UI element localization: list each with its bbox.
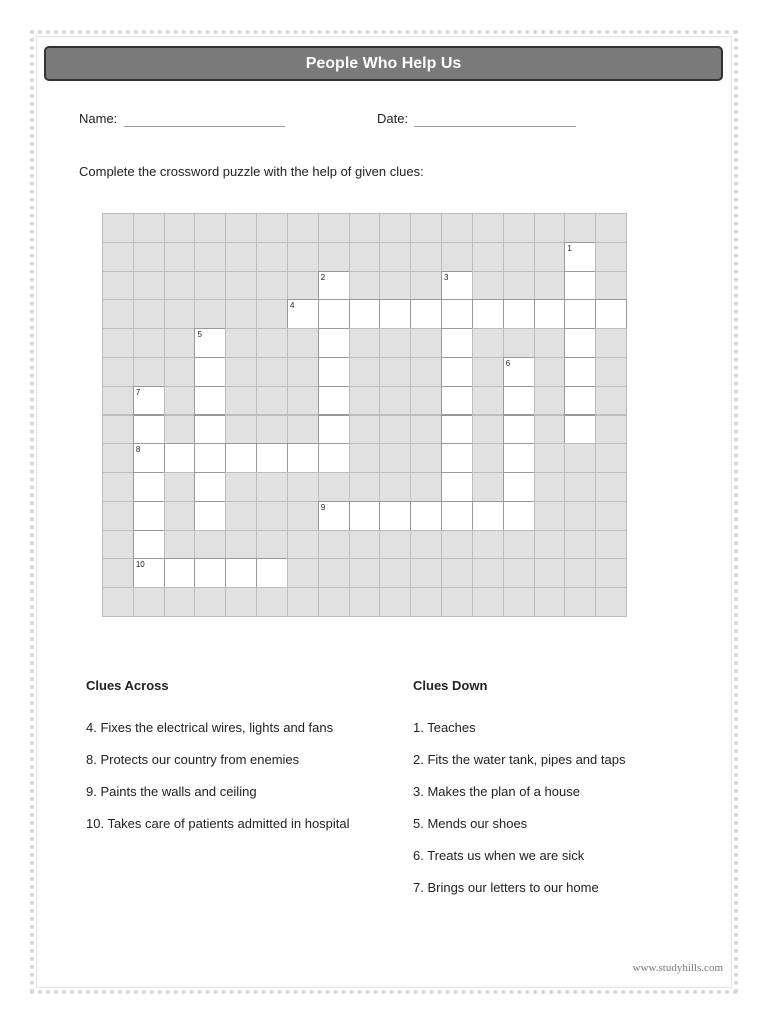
crossword-block: [349, 472, 381, 502]
instructions: Complete the crossword puzzle with the help of given clues:: [79, 164, 424, 179]
crossword-block: [256, 213, 288, 243]
crossword-block: [287, 357, 319, 387]
crossword-block: [410, 357, 442, 387]
crossword-block: [379, 328, 411, 358]
clue-number: 7: [135, 387, 141, 397]
crossword-block: [503, 530, 535, 560]
crossword-block: [472, 357, 504, 387]
crossword-block: [503, 242, 535, 272]
name-label: Name:: [79, 111, 118, 126]
crossword-cell[interactable]: [503, 472, 535, 502]
crossword-block: [379, 415, 411, 445]
crossword-block: [225, 386, 257, 416]
crossword-cell[interactable]: [194, 472, 226, 502]
crossword-cell[interactable]: [133, 558, 165, 588]
crossword-block: [102, 271, 134, 301]
clues-down-heading: Clues Down: [413, 678, 488, 693]
crossword-block: [164, 299, 196, 329]
crossword-block: [472, 213, 504, 243]
crossword-block: [503, 328, 535, 358]
crossword-cell[interactable]: [441, 415, 473, 445]
crossword-block: [164, 386, 196, 416]
crossword-block: [133, 271, 165, 301]
crossword-cell[interactable]: [318, 415, 350, 445]
crossword-block: [595, 386, 627, 416]
crossword-block: [472, 271, 504, 301]
name-field[interactable]: [124, 126, 285, 127]
crossword-cell[interactable]: [595, 299, 627, 329]
crossword-block: [441, 558, 473, 588]
crossword-block: [472, 472, 504, 502]
crossword-block: [256, 386, 288, 416]
crossword-block: [102, 213, 134, 243]
crossword-block: [534, 213, 566, 243]
crossword-block: [595, 271, 627, 301]
crossword-cell[interactable]: [318, 357, 350, 387]
clue-number: 9: [320, 502, 326, 512]
crossword-block: [410, 415, 442, 445]
crossword-block: [349, 530, 381, 560]
clue-across-item: 8. Protects our country from enemies: [86, 752, 300, 767]
crossword-cell[interactable]: [379, 501, 411, 531]
crossword-cell[interactable]: [503, 501, 535, 531]
crossword-block: [318, 530, 350, 560]
crossword-block: [564, 558, 596, 588]
crossword-cell[interactable]: [410, 501, 442, 531]
crossword-cell[interactable]: [503, 386, 535, 416]
crossword-cell[interactable]: [441, 271, 473, 301]
crossword-block: [349, 213, 381, 243]
crossword-block: [379, 386, 411, 416]
crossword-block: [534, 443, 566, 473]
date-label: Date:: [377, 111, 409, 126]
crossword-cell[interactable]: [225, 443, 257, 473]
crossword-block: [379, 558, 411, 588]
crossword-block: [534, 386, 566, 416]
footer-website: www.studyhills.com: [632, 962, 723, 974]
crossword-block: [441, 530, 473, 560]
crossword-block: [410, 328, 442, 358]
crossword-block: [225, 271, 257, 301]
crossword-block: [595, 242, 627, 272]
crossword-block: [441, 213, 473, 243]
crossword-block: [472, 587, 504, 617]
clue-down-item: 6. Treats us when we are sick: [413, 848, 585, 863]
crossword-cell[interactable]: [318, 501, 350, 531]
crossword-cell[interactable]: [564, 299, 596, 329]
crossword-block: [256, 357, 288, 387]
crossword-block: [256, 472, 288, 502]
crossword-cell[interactable]: [225, 558, 257, 588]
crossword-block: [256, 242, 288, 272]
crossword-block: [287, 587, 319, 617]
crossword-block: [194, 530, 226, 560]
crossword-block: [595, 415, 627, 445]
crossword-cell[interactable]: [318, 328, 350, 358]
clue-number: 2: [320, 272, 326, 282]
crossword-block: [379, 357, 411, 387]
crossword-block: [287, 213, 319, 243]
crossword-block: [287, 530, 319, 560]
crossword-block: [379, 530, 411, 560]
crossword-block: [410, 472, 442, 502]
crossword-block: [256, 587, 288, 617]
crossword-block: [102, 530, 134, 560]
crossword-block: [133, 242, 165, 272]
crossword-block: [287, 242, 319, 272]
clue-number: 10: [135, 560, 145, 570]
crossword-cell[interactable]: [349, 501, 381, 531]
crossword-block: [534, 271, 566, 301]
crossword-block: [534, 472, 566, 502]
crossword-block: [472, 242, 504, 272]
crossword-block: [410, 558, 442, 588]
crossword-block: [102, 386, 134, 416]
crossword-cell[interactable]: [133, 472, 165, 502]
crossword-block: [225, 213, 257, 243]
clue-number: 4: [289, 301, 295, 311]
crossword-block: [225, 357, 257, 387]
crossword-cell[interactable]: [194, 501, 226, 531]
crossword-block: [102, 328, 134, 358]
clue-number: 1: [567, 243, 572, 253]
crossword-block: [102, 472, 134, 502]
clues-across-heading: Clues Across: [86, 678, 169, 693]
crossword-cell[interactable]: [194, 386, 226, 416]
crossword-cell[interactable]: [133, 443, 165, 473]
crossword-block: [133, 299, 165, 329]
crossword-block: [102, 357, 134, 387]
crossword-cell[interactable]: [318, 299, 350, 329]
crossword-block: [102, 299, 134, 329]
crossword-block: [349, 443, 381, 473]
crossword-block: [534, 587, 566, 617]
crossword-block: [410, 530, 442, 560]
crossword-cell[interactable]: [133, 530, 165, 560]
crossword-block: [133, 213, 165, 243]
crossword-cell[interactable]: [564, 386, 596, 416]
crossword-block: [225, 587, 257, 617]
crossword-cell[interactable]: [441, 357, 473, 387]
crossword-cell[interactable]: [194, 328, 226, 358]
crossword-block: [472, 386, 504, 416]
crossword-cell[interactable]: [287, 299, 319, 329]
crossword-block: [318, 213, 350, 243]
crossword-block: [102, 501, 134, 531]
crossword-block: [379, 472, 411, 502]
crossword-cell[interactable]: [441, 501, 473, 531]
crossword-block: [102, 558, 134, 588]
crossword-block: [534, 530, 566, 560]
crossword-block: [410, 443, 442, 473]
crossword-block: [225, 242, 257, 272]
crossword-cell[interactable]: [164, 558, 196, 588]
crossword-block: [503, 213, 535, 243]
crossword-block: [287, 271, 319, 301]
crossword-block: [256, 530, 288, 560]
crossword-block: [349, 242, 381, 272]
crossword-block: [102, 443, 134, 473]
crossword-block: [595, 472, 627, 502]
crossword-block: [225, 472, 257, 502]
clue-across-item: 10. Takes care of patients admitted in hospital: [86, 816, 350, 831]
crossword-block: [595, 587, 627, 617]
crossword-block: [534, 415, 566, 445]
crossword-cell[interactable]: [318, 443, 350, 473]
crossword-block: [164, 587, 196, 617]
crossword-block: [164, 530, 196, 560]
crossword-block: [194, 242, 226, 272]
crossword-block: [534, 242, 566, 272]
crossword-block: [379, 587, 411, 617]
crossword-cell[interactable]: [441, 443, 473, 473]
crossword-cell[interactable]: [194, 357, 226, 387]
clue-down-item: 1. Teaches: [413, 720, 476, 735]
crossword-block: [256, 415, 288, 445]
crossword-block: [349, 328, 381, 358]
crossword-block: [472, 558, 504, 588]
crossword-block: [503, 558, 535, 588]
clue-number: 3: [444, 272, 449, 282]
crossword-block: [225, 501, 257, 531]
crossword-block: [379, 242, 411, 272]
crossword-block: [164, 472, 196, 502]
crossword-block: [164, 213, 196, 243]
crossword-block: [595, 501, 627, 531]
crossword-block: [410, 587, 442, 617]
crossword-cell[interactable]: [256, 443, 288, 473]
crossword-cell[interactable]: [164, 443, 196, 473]
crossword-block: [133, 328, 165, 358]
clue-across-item: 4. Fixes the electrical wires, lights and fans: [86, 720, 334, 735]
crossword-cell[interactable]: [503, 299, 535, 329]
crossword-block: [102, 242, 134, 272]
crossword-block: [164, 271, 196, 301]
clue-number: 8: [135, 445, 141, 455]
crossword-block: [318, 558, 350, 588]
crossword-block: [534, 357, 566, 387]
crossword-block: [349, 558, 381, 588]
crossword-block: [472, 328, 504, 358]
crossword-grid: [102, 213, 626, 616]
crossword-block: [595, 357, 627, 387]
crossword-block: [349, 357, 381, 387]
clue-down-item: 5. Mends our shoes: [413, 816, 528, 831]
crossword-cell[interactable]: [503, 357, 535, 387]
crossword-cell[interactable]: [349, 299, 381, 329]
crossword-block: [595, 530, 627, 560]
crossword-cell[interactable]: [133, 386, 165, 416]
clue-number: 5: [197, 330, 202, 340]
crossword-block: [287, 501, 319, 531]
clue-down-item: 2. Fits the water tank, pipes and taps: [413, 752, 626, 767]
crossword-cell[interactable]: [441, 328, 473, 358]
crossword-block: [318, 242, 350, 272]
crossword-block: [349, 587, 381, 617]
crossword-block: [256, 501, 288, 531]
crossword-block: [379, 213, 411, 243]
crossword-cell[interactable]: [564, 328, 596, 358]
crossword-block: [287, 328, 319, 358]
crossword-block: [287, 558, 319, 588]
crossword-block: [194, 213, 226, 243]
crossword-cell[interactable]: [564, 415, 596, 445]
crossword-block: [595, 213, 627, 243]
crossword-block: [194, 271, 226, 301]
crossword-cell[interactable]: [318, 386, 350, 416]
clue-across-item: 9. Paints the walls and ceiling: [86, 784, 257, 799]
crossword-cell[interactable]: [472, 501, 504, 531]
crossword-block: [472, 415, 504, 445]
crossword-cell[interactable]: [194, 558, 226, 588]
crossword-cell[interactable]: [472, 299, 504, 329]
crossword-block: [164, 328, 196, 358]
crossword-block: [564, 213, 596, 243]
crossword-block: [133, 587, 165, 617]
crossword-block: [410, 242, 442, 272]
crossword-block: [410, 213, 442, 243]
crossword-block: [256, 271, 288, 301]
crossword-cell[interactable]: [379, 299, 411, 329]
crossword-block: [349, 271, 381, 301]
crossword-cell[interactable]: [441, 386, 473, 416]
crossword-block: [318, 472, 350, 502]
crossword-block: [503, 587, 535, 617]
crossword-cell[interactable]: [256, 558, 288, 588]
worksheet-title: People Who Help Us: [44, 46, 723, 81]
crossword-block: [472, 443, 504, 473]
crossword-block: [133, 357, 165, 387]
crossword-block: [534, 328, 566, 358]
crossword-block: [564, 587, 596, 617]
crossword-block: [194, 587, 226, 617]
crossword-cell[interactable]: [441, 472, 473, 502]
crossword-cell[interactable]: [564, 242, 596, 272]
crossword-block: [503, 271, 535, 301]
crossword-block: [564, 443, 596, 473]
crossword-block: [164, 357, 196, 387]
crossword-block: [379, 443, 411, 473]
crossword-block: [287, 472, 319, 502]
crossword-cell[interactable]: [503, 415, 535, 445]
crossword-block: [225, 299, 257, 329]
crossword-block: [441, 587, 473, 617]
crossword-cell[interactable]: [133, 501, 165, 531]
crossword-block: [595, 558, 627, 588]
crossword-block: [349, 415, 381, 445]
crossword-block: [349, 386, 381, 416]
crossword-block: [225, 415, 257, 445]
crossword-cell[interactable]: [564, 357, 596, 387]
crossword-cell[interactable]: [564, 271, 596, 301]
crossword-block: [102, 415, 134, 445]
crossword-block: [564, 530, 596, 560]
crossword-block: [441, 242, 473, 272]
crossword-block: [410, 271, 442, 301]
crossword-block: [595, 443, 627, 473]
crossword-block: [164, 415, 196, 445]
crossword-block: [164, 242, 196, 272]
crossword-cell[interactable]: [194, 443, 226, 473]
crossword-block: [564, 501, 596, 531]
crossword-block: [564, 472, 596, 502]
clue-number: 6: [505, 358, 511, 368]
crossword-block: [410, 386, 442, 416]
crossword-block: [287, 386, 319, 416]
crossword-cell[interactable]: [410, 299, 442, 329]
crossword-block: [225, 530, 257, 560]
crossword-cell[interactable]: [503, 443, 535, 473]
crossword-block: [102, 587, 134, 617]
crossword-block: [379, 271, 411, 301]
date-field[interactable]: [414, 126, 576, 127]
crossword-block: [534, 558, 566, 588]
clue-down-item: 7. Brings our letters to our home: [413, 880, 599, 895]
crossword-cell[interactable]: [441, 299, 473, 329]
clue-down-item: 3. Makes the plan of a house: [413, 784, 580, 799]
crossword-block: [164, 501, 196, 531]
crossword-cell[interactable]: [287, 443, 319, 473]
crossword-cell[interactable]: [318, 271, 350, 301]
crossword-cell[interactable]: [133, 415, 165, 445]
crossword-block: [595, 328, 627, 358]
crossword-block: [472, 530, 504, 560]
crossword-cell[interactable]: [534, 299, 566, 329]
crossword-block: [256, 299, 288, 329]
crossword-block: [318, 587, 350, 617]
crossword-block: [194, 299, 226, 329]
crossword-cell[interactable]: [194, 415, 226, 445]
crossword-block: [534, 501, 566, 531]
crossword-block: [287, 415, 319, 445]
crossword-block: [256, 328, 288, 358]
crossword-block: [225, 328, 257, 358]
